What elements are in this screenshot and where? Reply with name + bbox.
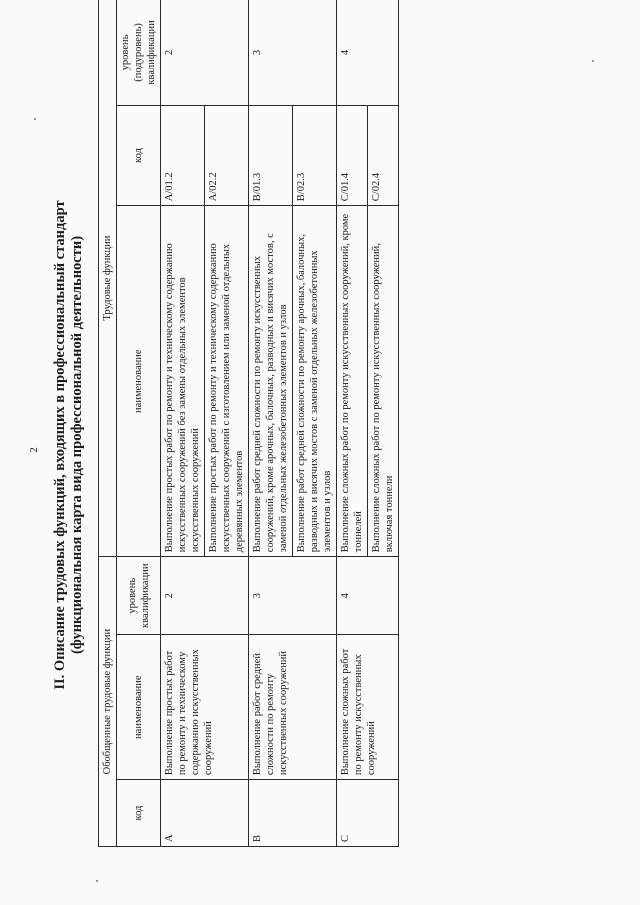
table-row: [337, 0, 368, 847]
sublevel-cell: 3: [249, 0, 337, 105]
generalized-name-cell: Выполнение работ средней сложности по ремонту искусственных сооружений: [249, 635, 337, 780]
page-title: [52, 45, 86, 845]
generalized-level-cell: 3: [249, 557, 337, 635]
code-column-header: код: [117, 780, 161, 847]
generalized-functions-header: Обобщенные трудовые функции: [99, 557, 117, 847]
function-name-cell: Выполнение работ средней сложности по ремонту искусственных сооружений, кроме арочных, балочных, разводных и висячих мостов, с заменой отдельных железобетонных элементов и узлов: [249, 206, 293, 557]
sublevel-cell: 2: [161, 0, 249, 105]
title-line-1: II. Описание трудовых функций, входящих в профессиональный стандарт: [52, 200, 68, 690]
function-code-cell: B/01.3: [249, 105, 293, 205]
table-row: [161, 0, 205, 847]
title-line-2: (функциональная карта вида профессиональной деятельности): [69, 235, 85, 655]
function-code-cell: A/02.2: [205, 105, 249, 205]
sublevel-column-header: уровень (подуровень) квалификации: [117, 0, 161, 105]
generalized-name-cell: Выполнение сложных работ по ремонту искусственных сооружений: [337, 635, 399, 780]
function-name-cell: Выполнение простых работ по ремонту и техническому содержанию искусственных сооружений с изготовлением или заменой отдельных деревянных элементов: [205, 206, 249, 557]
function-code-cell: C/01.4: [337, 105, 368, 205]
generalized-code-cell: A: [161, 780, 249, 847]
generalized-code-cell: B: [249, 780, 337, 847]
column-header-row: [117, 0, 161, 847]
function-code-cell: C/02.4: [368, 105, 399, 205]
function-code-cell: B/02.3: [293, 105, 337, 205]
function-name-cell: Выполнение простых работ по ремонту и техническому содержанию искусственных сооружений без замены отдельных элементов искусственных сооружений: [161, 206, 205, 557]
generalized-code-cell: C: [337, 780, 399, 847]
function-name-cell: Выполнение работ средней сложности по ремонту арочных, балочных, разводных и висячих мостов с заменой отдельных железобетонных элементов и узлов: [293, 206, 337, 557]
page-number: 2: [28, 447, 40, 453]
table-row: [249, 0, 293, 847]
sublevel-cell: 4: [337, 0, 399, 105]
functions-table: [98, 0, 399, 847]
function-code-column-header: код: [117, 105, 161, 205]
function-name-cell: Выполнение сложных работ по ремонту искусственных сооружений, включая тоннели: [368, 206, 399, 557]
name-column-header: наименование: [117, 635, 161, 780]
function-name-column-header: наименование: [117, 206, 161, 557]
level-column-header: уровень квалификации: [117, 557, 161, 635]
labor-functions-header: Трудовые функции: [99, 0, 117, 557]
generalized-level-cell: 2: [161, 557, 249, 635]
generalized-name-cell: Выполнение простых работ по ремонту и техническому содержанию искусственных сооружений: [161, 635, 249, 780]
function-code-cell: A/01.2: [161, 105, 205, 205]
function-name-cell: Выполнение сложных работ по ремонту искусственных сооружений, кроме тоннелей: [337, 206, 368, 557]
group-header-row: [99, 0, 117, 847]
generalized-level-cell: 4: [337, 557, 399, 635]
